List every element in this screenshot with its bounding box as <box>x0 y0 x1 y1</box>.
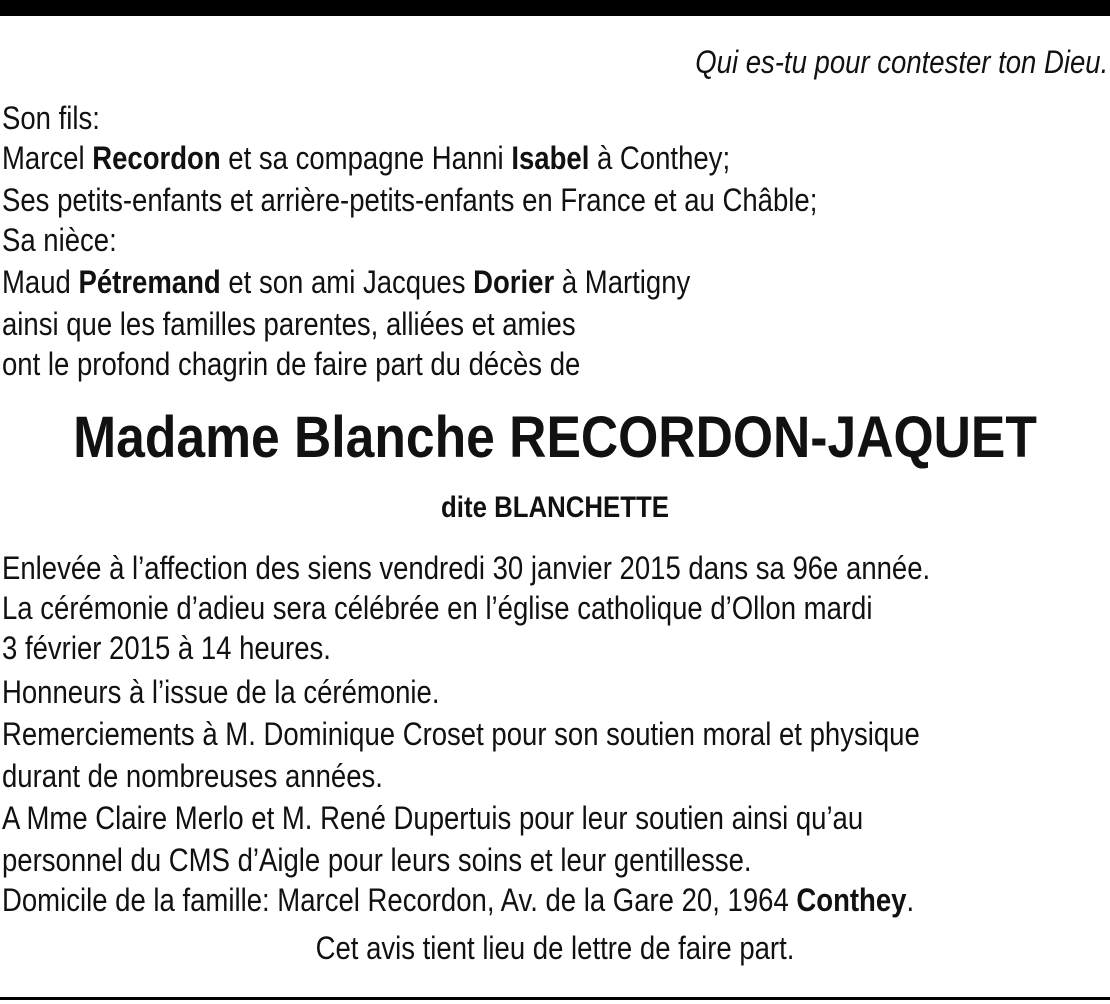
address-text: Domicile de la famille: Marcel Recordon, Av. de la Gare 20, 1964 <box>2 882 797 918</box>
top-rule <box>0 0 1110 16</box>
bottom-rule <box>0 997 1110 1000</box>
address-town: Conthey <box>796 882 907 918</box>
son-line <box>2 138 730 178</box>
epigraph-quote: Qui es-tu pour contester ton Dieu. <box>694 44 1108 80</box>
son-heading: Son fils: <box>2 100 100 136</box>
niece-line <box>2 262 690 302</box>
niece-line-end: à Martigny <box>554 264 691 300</box>
ceremony-line: La cérémonie d’adieu sera célébrée en l’église catholique d’Ollon mardi <box>2 590 873 626</box>
families-line: ainsi que les familles parentes, alliées et amies <box>2 306 576 342</box>
ceremony-date-line: 3 février 2015 à 14 heures. <box>2 630 331 666</box>
son-line-end: à Conthey; <box>589 140 731 176</box>
son-line-middle: et sa compagne Hanni <box>220 140 512 176</box>
thanks-line-2b: personnel du CMS d’Aigle pour leurs soins et leur gentillesse. <box>2 842 752 878</box>
closing-line: Cet avis tient lieu de lettre de faire part. <box>315 930 795 966</box>
thanks-line-2: A Mme Claire Merlo et M. René Dupertuis pour leur soutien ainsi qu’au <box>2 800 864 836</box>
niece-surname: Pétremand <box>78 264 221 300</box>
son-first-name: Marcel <box>2 140 93 176</box>
address-line <box>2 880 914 920</box>
niece-first-name: Maud <box>2 264 79 300</box>
son-surname: Recordon <box>92 140 221 176</box>
thanks-line-1b: durant de nombreuses années. <box>2 758 383 794</box>
address-end: . <box>906 882 915 918</box>
announcement-line: ont le profond chagrin de faire part du décès de <box>2 346 581 382</box>
thanks-line-1: Remerciements à M. Dominique Croset pour son soutien moral et physique <box>2 716 920 752</box>
grandchildren-line: Ses petits-enfants et arrière-petits-enfants en France et au Châble; <box>2 182 818 218</box>
friend-surname: Dorier <box>473 264 555 300</box>
deceased-name: Madame Blanche RECORDON-JAQUET <box>73 405 1037 470</box>
deceased-nickname: dite BLANCHETTE <box>441 491 669 524</box>
partner-surname: Isabel <box>511 140 590 176</box>
niece-heading: Sa nièce: <box>2 222 117 258</box>
honours-line: Honneurs à l’issue de la cérémonie. <box>2 674 440 710</box>
death-line: Enlevée à l’affection des siens vendredi 30 janvier 2015 dans sa 96e année. <box>2 550 931 586</box>
niece-line-middle: et son ami Jacques <box>220 264 474 300</box>
